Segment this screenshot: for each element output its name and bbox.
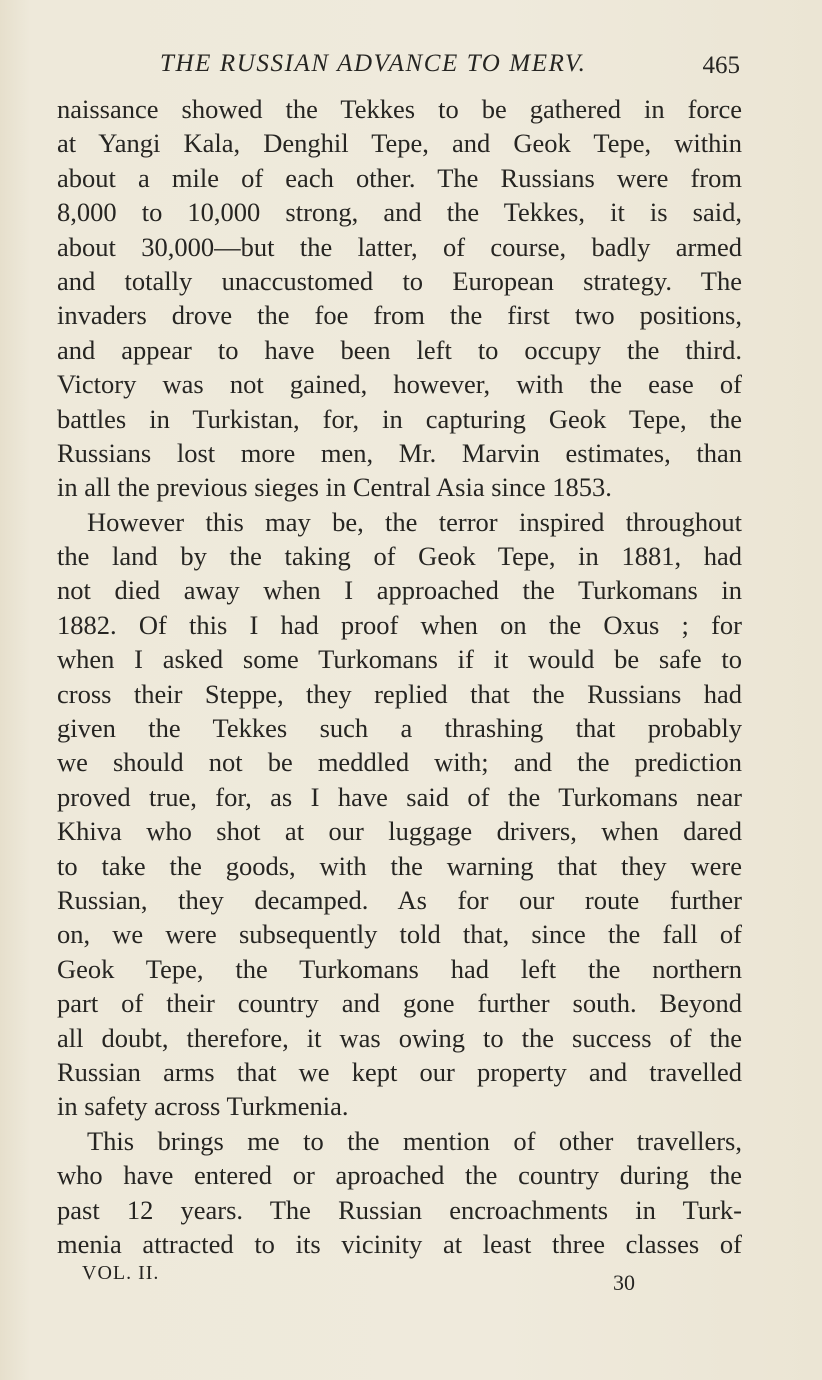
text-line: 1882. Of this I had proof when on the Oxus ; for: [57, 609, 742, 640]
text-line: the land by the taking of Geok Tepe, in 1881, had: [57, 541, 742, 572]
text-line: not died away when I approached the Turkomans in: [57, 575, 742, 606]
gathering-number: 30: [613, 1270, 635, 1295]
text-line: 8,000 to 10,000 strong, and the Tekkes, it is said,: [57, 197, 742, 228]
volume-signature: VOL. II.: [82, 1262, 160, 1284]
text-line: Geok Tepe, the Turkomans had left the northern: [57, 953, 742, 984]
running-head: [160, 50, 740, 80]
running-title: THE RUSSIAN ADVANCE TO MERV.: [160, 50, 587, 77]
text-line: This brings me to the mention of other travellers,: [87, 1125, 742, 1156]
text-line: and totally unaccustomed to European strategy. The: [57, 265, 742, 296]
text-line: proved true, for, as I have said of the Turkomans near: [57, 781, 742, 812]
text-line: Victory was not gained, however, with the ease of: [57, 369, 742, 400]
text-line: and appear to have been left to occupy the third.: [57, 334, 742, 365]
text-line: in safety across Turkmenia.: [57, 1091, 349, 1122]
text-line: menia attracted to its vicinity at least three classes of: [57, 1228, 742, 1259]
text-line: battles in Turkistan, for, in capturing Geok Tepe, the: [57, 403, 742, 434]
text-line: naissance showed the Tekkes to be gathered in force: [57, 94, 742, 124]
text-line: we should not be meddled with; and the prediction: [57, 747, 742, 778]
text-line: at Yangi Kala, Denghil Tepe, and Geok Tepe, within: [57, 128, 742, 159]
text-line: Khiva who shot at our luggage drivers, when dared: [57, 816, 742, 847]
text-line: Russian arms that we kept our property and travelled: [57, 1056, 742, 1087]
text-line: cross their Steppe, they replied that the Russians had: [57, 678, 742, 709]
text-line: invaders drove the foe from the first two positions,: [57, 300, 742, 331]
text-line: given the Tekkes such a thrashing that probably: [57, 713, 742, 744]
text-line: Russian, they decamped. As for our route further: [57, 884, 742, 915]
text-line: Russians lost more men, Mr. Marvin estimates, than: [57, 437, 742, 468]
text-line: all doubt, therefore, it was owing to the success of the: [57, 1022, 742, 1053]
text-line: part of their country and gone further south. Beyond: [57, 988, 742, 1019]
body-text: [57, 92, 742, 1261]
text-line: However this may be, the terror inspired throughout: [87, 506, 742, 537]
text-line: on, we were subsequently told that, since the fall of: [57, 919, 742, 950]
text-line: when I asked some Turkomans if it would be safe to: [57, 644, 742, 675]
text-line: about a mile of each other. The Russians were from: [57, 162, 742, 193]
text-line: to take the goods, with the warning that they were: [57, 850, 742, 881]
text-line: who have entered or aproached the country during the: [57, 1160, 742, 1191]
text-line: in all the previous sieges in Central Asia since 1853.: [57, 472, 612, 503]
page-number: 465: [702, 52, 740, 79]
text-line: about 30,000—but the latter, of course, badly armed: [57, 231, 742, 262]
text-line: past 12 years. The Russian encroachments in Turk-: [57, 1194, 742, 1225]
